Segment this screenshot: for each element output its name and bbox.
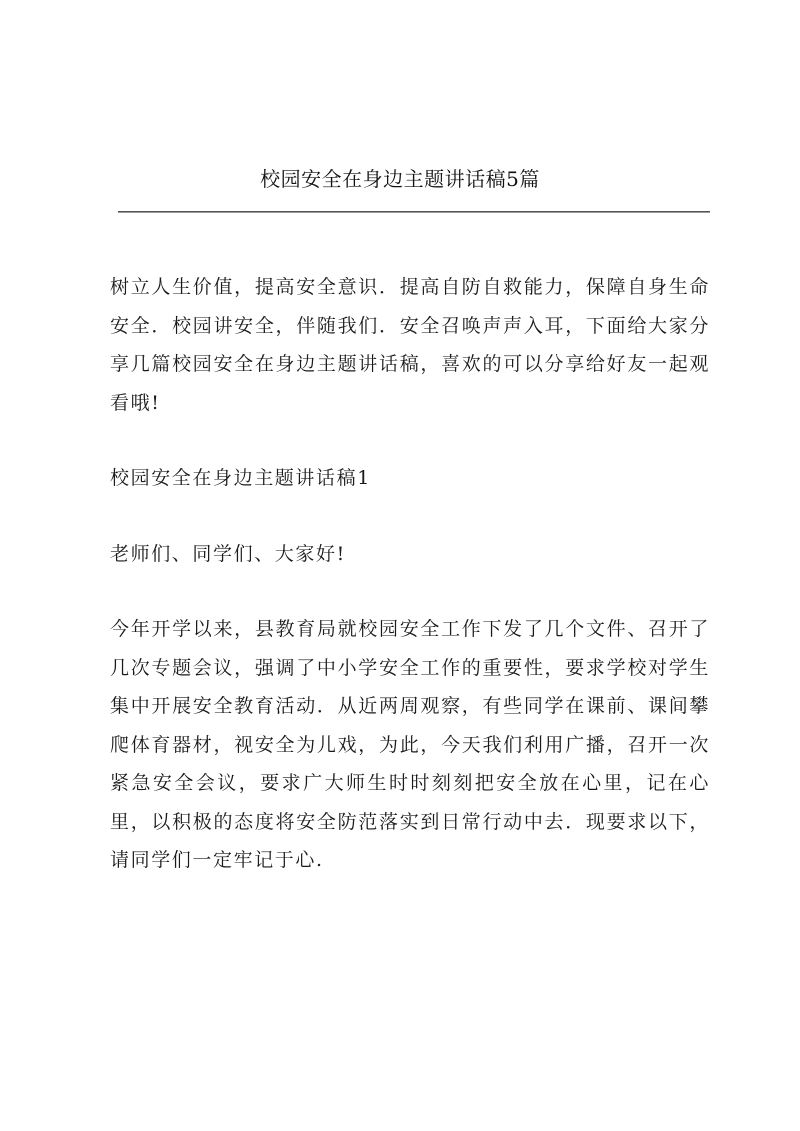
document-body	[110, 268, 710, 880]
section-heading: 校园安全在身边主题讲话稿1	[110, 467, 371, 489]
document-title: 校园安全在身边主题讲话稿5篇	[260, 167, 540, 191]
paragraph-gap	[110, 498, 710, 535]
paragraph-gap	[110, 573, 710, 610]
body-paragraph: 今年开学以来，县教育局就校园安全工作下发了几个文件、召开了几次专题会议，强调了中小学安全工作的重要性，要求学校对学生集中开展安全教育活动．从近两周观察，有些同学在课前、课间攀爬体育器材，视安全为儿戏，为此，今天我们利用广播，召开一次紧急安全会议，要求广大师生时时刻刻把安全放在心里，记在心里，以积极的态度将安全防范落实到日常行动中去．现要求以下，请同学们一定牢记于心.	[110, 618, 710, 871]
title-divider	[118, 211, 710, 213]
greeting-paragraph: 老师们、同学们、大家好!	[110, 542, 346, 565]
intro-paragraph: 树立人生价值，提高安全意识．提高自防自救能力，保障自身生命安全．校园讲安全，伴随我们．安全召唤声声入耳，下面给大家分享几篇校园安全在身边主题讲话稿，喜欢的可以分享给好友一起观看哦!	[110, 276, 710, 414]
paragraph-gap	[110, 422, 710, 459]
